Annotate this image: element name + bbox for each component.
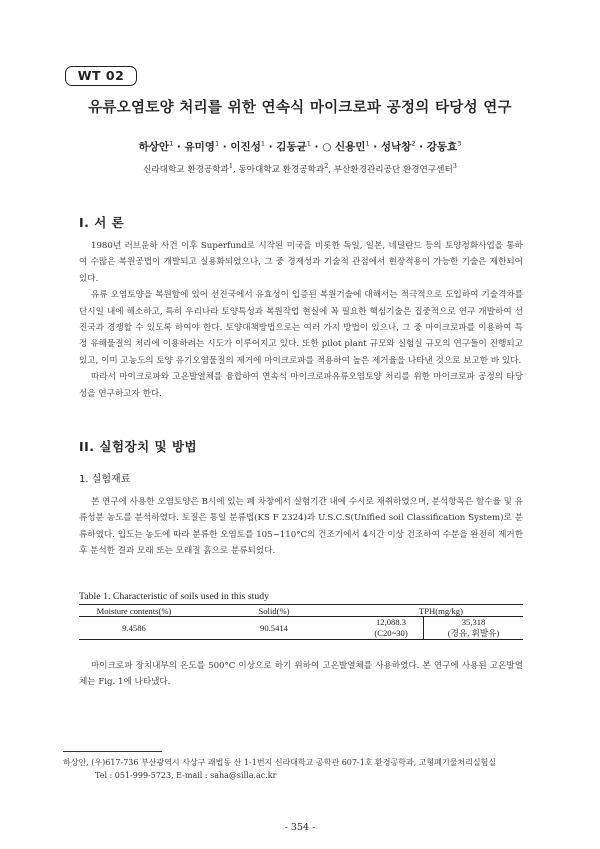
affiliation-superscript: 1 xyxy=(228,162,233,170)
author-separator: · xyxy=(264,141,277,153)
author-name: 하상안 xyxy=(138,141,170,153)
soil-characteristics-table xyxy=(79,604,523,640)
affiliation-name: 부산환경관리공단 환경연구센터 xyxy=(333,164,453,175)
affiliation-separator: , xyxy=(232,164,239,175)
author-name: 성낙창 xyxy=(380,141,412,153)
section-heading-introduction: I. 서 론 xyxy=(79,215,125,230)
intro-paragraph-2: 유류 오염토양을 복원함에 있어 선진국에서 유효성이 입증된 복원기술에 대해서는 적극적으로 도입하여 기술격차를 단시일 내에 해소하고, 특히 우리나라 토양특성과 복원작업 현실에 꼭 필요한 핵심기술은 집중적으로 연구 개발하여 선진국과 경쟁할 수 있도록 하여야 한다. 토양대책방법으로는 여러 가지 방법이 있으나, 그 중 마이크로파를 이용하여 특정 유해물질의 처리에 이용하려는 시도가 이루어지고 있다. 또한 pilot plant 규모와 실험실 규모의 연구들이 진행되고 있고, 이미 고농도의 토양 유기오염물질의 제거에 마이크로파를 적용하여 높은 제거율을 나타낸 것으로 보고한 바 있다. xyxy=(79,290,523,366)
author-separator: · xyxy=(310,141,323,153)
introduction-body xyxy=(79,238,523,402)
footnote-divider xyxy=(63,751,162,752)
author-name: 유미영 xyxy=(184,141,215,153)
tph-1-value: 12,088.3 xyxy=(376,617,407,627)
subsection-heading-materials: 1. 실험재료 xyxy=(79,474,131,485)
author-name: 김동균 xyxy=(276,141,307,153)
heater-paragraph: 마이크로파 장치내부의 온도를 500°C 이상으로 하기 위하여 고온발열체를 사용하였다. 본 연구에 사용된 고온발열체는 Fig. 1에 나타냈다. xyxy=(79,661,523,688)
author-name: 이진성 xyxy=(230,141,261,153)
table-cell-tph-1 xyxy=(359,617,424,640)
session-code-badge: WT 02 xyxy=(65,66,137,86)
table-header-tph: TPH(mg/kg) xyxy=(359,605,523,617)
author-superscript: 1 xyxy=(169,139,174,148)
author-separator: · xyxy=(219,141,231,153)
author-name: 강동효 xyxy=(426,141,458,153)
tph-2-value: 35,318 xyxy=(461,617,486,627)
table-caption: Table 1. Characteristic of soils used in this study xyxy=(79,591,270,602)
author-superscript: 3 xyxy=(457,139,462,148)
intro-paragraph-1: 1980년 러브운하 사건 이후 Superfund로 시작된 미국을 비롯한 독일, 일본, 네덜란드 등의 토양정화사업을 통하여 수많은 복원공법이 개발되고 실용화되었으나, 그 중 경제성과 기술적 관점에서 현장적용이 가능한 기술은 제한되어 있다. xyxy=(79,241,523,284)
corresponding-author-footnote xyxy=(63,757,543,782)
author-superscript: 1 xyxy=(260,139,265,148)
materials-paragraph: 본 연구에 사용한 오염토양은 B시에 있는 폐 차창에서 실험기간 내에 수시로 채취하였으며, 분석항목은 함수율 및 유류성분 농도를 분석하였다. 토질은 통일 분류법(KS F 2324)과 U.S.C.S(Unified soil Classification System)로 분류하였다. 입도는 농도에 따라 분류한 오염토를 105~110°C의 건조기에서 4시간 이상 건조하여 수분을 완전히 제거한 후 분석한 결과 모래 또는 모래질 흙으로 분류되었다. xyxy=(79,497,523,557)
table-header-solid: Solid(%) xyxy=(189,605,359,617)
footnote-address: 하상안, (우)617-736 부산광역시 사상구 괘법동 산 1-1번지 신라대학교 공학관 607-1호 환경공학과, 고형폐기물처리실험실 xyxy=(63,758,497,767)
affiliation-list xyxy=(0,162,600,175)
table-cell-tph-2 xyxy=(424,617,523,640)
author-separator: · xyxy=(369,141,381,153)
footnote-contact: Tel : 051-999-5723, E-mail : saha@silla.ac.kr xyxy=(95,770,277,780)
author-superscript: 1 xyxy=(214,139,220,148)
affiliation-name: 동아대학교 환경공학과 xyxy=(238,164,325,175)
table-cell-moisture: 9.4586 xyxy=(79,617,189,640)
author-name: ○ 신용민 xyxy=(322,141,366,153)
author-list xyxy=(0,139,600,154)
author-superscript: 2 xyxy=(411,139,416,148)
author-separator: · xyxy=(415,141,427,153)
table-header-moisture: Moisture contents(%) xyxy=(79,605,189,617)
tph-2-note: (경유, 휘발유) xyxy=(447,628,500,638)
author-separator: · xyxy=(173,141,185,153)
section-heading-methods: II. 실험장치 및 방법 xyxy=(79,439,198,454)
table-cell-solid: 90.5414 xyxy=(189,617,359,640)
tph-1-note: (C20~30) xyxy=(374,628,408,638)
affiliation-separator: , xyxy=(328,164,334,175)
affiliation-name: 신라대학교 환경공학과 xyxy=(143,164,229,175)
intro-paragraph-3: 따라서 마이크로파와 고온발열체를 융합하여 연속식 마이크로파유류오염토양 처리를 위한 마이크로파 공정의 타당성을 연구하고자 한다. xyxy=(79,372,523,399)
affiliation-superscript: 2 xyxy=(324,162,329,170)
paper-title: 유류오염토양 처리를 위한 연속식 마이크로파 공정의 타당성 연구 xyxy=(88,100,512,116)
page-number: - 354 - xyxy=(284,822,316,833)
author-superscript: 1 xyxy=(365,139,370,148)
affiliation-superscript: 3 xyxy=(452,162,457,170)
heater-body xyxy=(79,658,523,691)
author-superscript: 1 xyxy=(306,139,311,148)
materials-body xyxy=(79,494,523,560)
